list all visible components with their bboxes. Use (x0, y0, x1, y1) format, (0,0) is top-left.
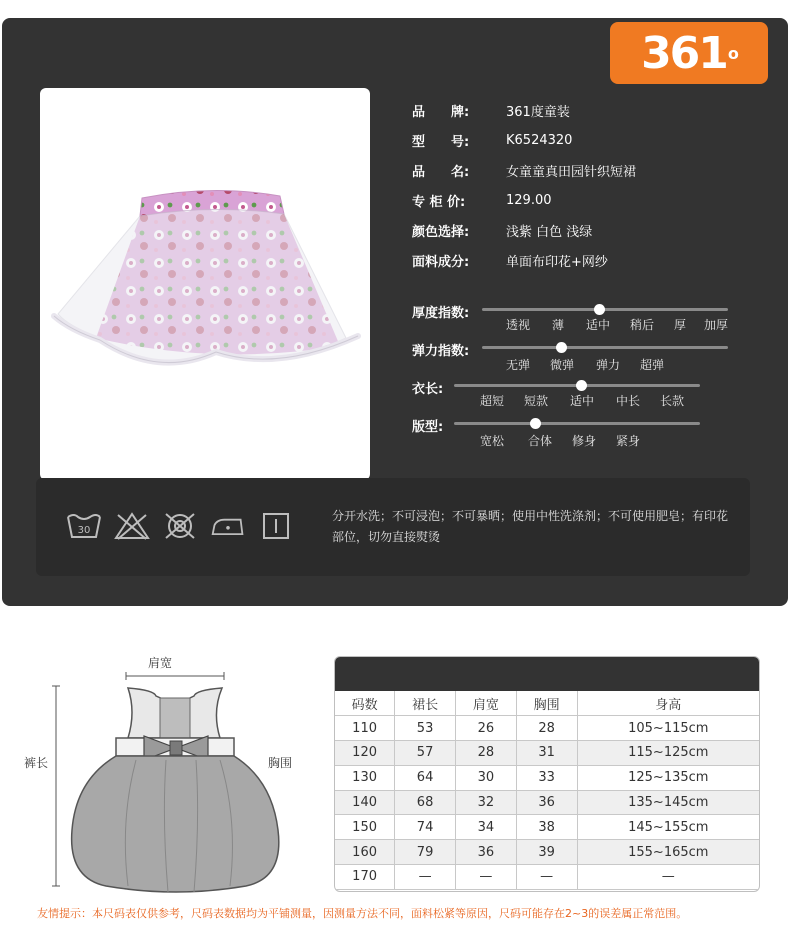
scale-knob (530, 418, 541, 429)
scale-track (454, 384, 700, 387)
scale-label: 弹力指数: (412, 344, 470, 359)
scale-label: 版型: (412, 420, 444, 435)
table-cell: — (395, 865, 456, 890)
table-cell: 68 (395, 790, 456, 815)
spec-value: 浅紫 白色 浅绿 (506, 224, 593, 240)
table-cell: 120 (335, 741, 395, 766)
col-header: 码数 (335, 691, 395, 716)
table-cell: 110 (335, 716, 395, 741)
table-cell: 36 (455, 840, 516, 865)
shoulder-label: 肩宽 (148, 656, 173, 670)
spec-label: 品 牌: (412, 104, 470, 120)
table-cell: 28 (516, 716, 577, 741)
table-cell: 38 (516, 815, 577, 840)
product-photo (40, 88, 370, 480)
spec-label: 专 柜 价: (412, 194, 466, 210)
scale-option: 合体 (528, 434, 553, 448)
table-row (335, 765, 759, 790)
brand-logo (610, 22, 768, 84)
col-header: 身高 (577, 691, 759, 716)
spec-name (412, 160, 636, 180)
spec-label: 颜色选择: (412, 224, 470, 240)
table-cell: 53 (395, 716, 456, 741)
table-cell: 155~165cm (577, 840, 759, 865)
line-dry-icon (258, 508, 294, 544)
table-cell: 32 (455, 790, 516, 815)
scale-option: 薄 (552, 318, 565, 332)
size-table (335, 691, 759, 890)
no-tumble-dry-icon (162, 508, 198, 544)
spec-value: 单面布印花+网纱 (506, 254, 608, 270)
size-note: 友情提示：本尺码表仅供参考，尺码表数据均为平铺测量，因测量方法不同，面料松紧等原因，尺码可能存在2~3的误差属正常范围。 (37, 907, 688, 920)
table-cell: 145~155cm (577, 815, 759, 840)
table-cell: — (516, 865, 577, 890)
scale-option: 短款 (524, 394, 549, 408)
spec-price (412, 190, 552, 210)
table-cell: 28 (455, 741, 516, 766)
table-cell: 36 (516, 790, 577, 815)
col-header: 肩宽 (455, 691, 516, 716)
scale-option: 透视 (506, 318, 531, 332)
table-row (335, 716, 759, 741)
scale-track (482, 346, 728, 349)
spec-brand (412, 100, 570, 120)
table-row (335, 790, 759, 815)
table-cell: 125~135cm (577, 765, 759, 790)
brand-logo-text: 361 (641, 27, 727, 79)
spec-value: 129.00 (506, 192, 552, 208)
scale-knob (594, 304, 605, 315)
col-header: 胸围 (516, 691, 577, 716)
scale-option: 超短 (480, 394, 505, 408)
scale-option: 超弹 (640, 358, 665, 372)
table-cell: 30 (455, 765, 516, 790)
scale-option: 修身 (572, 434, 597, 448)
care-icon-row (66, 508, 294, 544)
table-cell: 74 (395, 815, 456, 840)
table-cell: 39 (516, 840, 577, 865)
scale-option: 稍后 (630, 318, 655, 332)
scale-option: 中长 (616, 394, 641, 408)
spec-label: 面料成分: (412, 254, 470, 270)
spec-label: 品 名: (412, 164, 470, 180)
table-row (335, 865, 759, 890)
table-cell: 33 (516, 765, 577, 790)
table-cell: — (455, 865, 516, 890)
care-instructions (36, 478, 750, 576)
product-info-panel (2, 18, 788, 606)
spec-value: K6524320 (506, 132, 573, 148)
scale-option: 长款 (660, 394, 685, 408)
table-cell: 31 (516, 741, 577, 766)
table-row (335, 840, 759, 865)
wash-30-icon (66, 508, 102, 544)
table-header-row (335, 691, 759, 716)
skirt-image (40, 88, 370, 480)
table-cell: 140 (335, 790, 395, 815)
spec-value: 女童童真田园针织短裙 (506, 164, 637, 180)
table-cell: 135~145cm (577, 790, 759, 815)
scale-option: 紧身 (616, 434, 641, 448)
wash-temp: 30 (77, 525, 91, 536)
table-cell: 105~115cm (577, 716, 759, 741)
table-cell: 79 (395, 840, 456, 865)
spec-label: 型 号: (412, 134, 470, 150)
scale-option: 加厚 (704, 318, 729, 332)
spec-fabric (412, 250, 608, 270)
low-iron-icon (210, 508, 246, 544)
care-text: 分开水洗；不可浸泡；不可暴晒；使用中性洗涤剂；不可使用肥皂；有印花部位，切勿直接熨烫 (332, 509, 729, 544)
size-chart-header-bar (335, 657, 759, 691)
brand-logo-degree: o (727, 43, 737, 63)
no-bleach-icon (114, 508, 150, 544)
scale-option: 宽松 (480, 434, 505, 448)
spec-model (412, 130, 572, 150)
table-cell: 160 (335, 840, 395, 865)
scale-option: 微弹 (550, 358, 575, 372)
table-cell: 57 (395, 741, 456, 766)
table-cell: 130 (335, 765, 395, 790)
size-chart (334, 656, 760, 892)
col-header: 裙长 (395, 691, 456, 716)
table-cell: 115~125cm (577, 741, 759, 766)
table-row (335, 741, 759, 766)
length-label: 裤长 (24, 756, 49, 770)
spec-colors (412, 220, 592, 240)
table-row (335, 815, 759, 840)
dress-measure-diagram (16, 650, 316, 910)
dress-outline (16, 650, 316, 910)
table-cell: 26 (455, 716, 516, 741)
chest-label: 胸围 (268, 756, 293, 770)
scale-option: 弹力 (596, 358, 621, 372)
scale-label: 衣长: (412, 382, 444, 397)
spec-value: 361度童装 (506, 104, 570, 120)
scale-option: 无弹 (506, 358, 531, 372)
table-cell: 34 (455, 815, 516, 840)
scale-knob (556, 342, 567, 353)
scale-label: 厚度指数: (412, 306, 470, 321)
table-cell: 170 (335, 865, 395, 890)
scale-option: 厚 (674, 318, 687, 332)
scale-knob (576, 380, 587, 391)
table-cell: 64 (395, 765, 456, 790)
table-cell: 150 (335, 815, 395, 840)
scale-option: 适中 (586, 318, 611, 332)
scale-track (454, 422, 700, 425)
scale-option: 适中 (570, 394, 595, 408)
table-cell: — (577, 865, 759, 890)
scale-track (482, 308, 728, 311)
